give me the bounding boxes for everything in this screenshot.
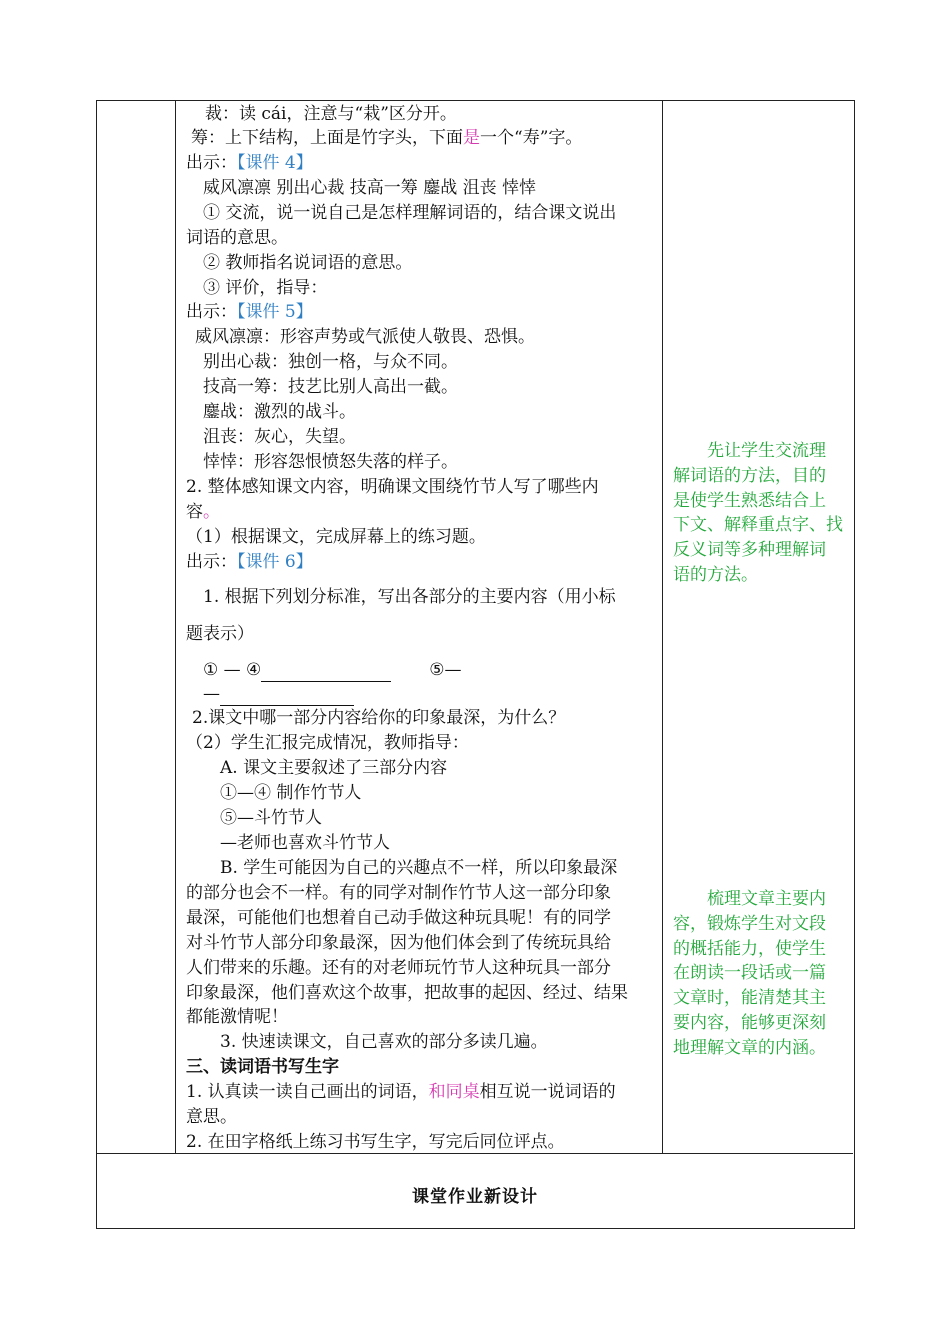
note-summary: 梳理文章主要内 容，锻炼学生对文段 的概括能力，使学生 在朗读一段话或一篇 文章时，能清楚其主 要内容，能够更深刻 地理解文章的内涵。 bbox=[673, 889, 826, 1058]
blank-underline bbox=[220, 689, 354, 706]
text-line: 技高一筹：技艺比别人高出一截。 bbox=[203, 377, 458, 397]
lesson-table bbox=[96, 100, 855, 1229]
text-line: 出示：【课件 6】 bbox=[186, 552, 313, 572]
text-line: ⑤—斗竹节人 bbox=[220, 808, 322, 828]
text-line: 出示：【课件 5】 bbox=[186, 302, 313, 322]
note-vocabulary: 先让学生交流理 解词语的方法，目的 是使学生熟悉结合上 下文、解释重点字、找 反义词等多种理解词 语的方法。 bbox=[673, 441, 843, 585]
text-line: 1. 根据下列划分标准，写出各部分的主要内容（用小标 bbox=[203, 587, 616, 607]
text-line: 对斗竹节人部分印象最深，因为他们体会到了传统玩具给 bbox=[186, 933, 611, 953]
text-line: 题表示） bbox=[186, 624, 254, 644]
text-line: 筹：上下结构，上面是竹字头，下面是一个“寿”字。 bbox=[191, 128, 583, 148]
text-line: 别出心裁：独创一格，与众不同。 bbox=[203, 352, 458, 372]
highlight-text: 和同桌 bbox=[428, 1082, 480, 1102]
text-line: 意思。 bbox=[186, 1107, 237, 1127]
courseware-link[interactable]: 【课件 5】 bbox=[237, 302, 313, 322]
main-content-cell bbox=[176, 101, 663, 1153]
left-column bbox=[97, 101, 176, 1153]
fill-blank-line: ① — ④ ⑤— bbox=[203, 660, 462, 680]
text-line: A. 课文主要叙述了三部分内容 bbox=[220, 758, 448, 778]
design-notes-cell bbox=[663, 101, 853, 1153]
text-line: 人们带来的乐趣。还有的对老师玩竹节人这种玩具一部分 bbox=[186, 958, 611, 978]
courseware-link[interactable]: 【课件 6】 bbox=[237, 552, 313, 572]
text-line: 悻悻：形容怨恨愤怒失落的样子。 bbox=[203, 452, 458, 472]
text-line: 都能激情呢！ bbox=[186, 1007, 288, 1027]
text-line: 威风凛凛：形容声势或气派使人敬畏、恐惧。 bbox=[195, 327, 535, 347]
text-line: ① 交流，说一说自己是怎样理解词语的，结合课文说出 bbox=[203, 203, 617, 223]
section-heading: 三、读词语书写生字 bbox=[186, 1057, 339, 1077]
text-line: 印象最深，他们喜欢这个故事，把故事的起因、经过、结果 bbox=[186, 983, 628, 1003]
text-line: 词语的意思。 bbox=[186, 228, 288, 248]
text-line: 鏖战：激烈的战斗。 bbox=[203, 402, 356, 422]
fill-blank-line: — bbox=[203, 682, 354, 706]
text-line: 3. 快速读课文，自己喜欢的部分多读几遍。 bbox=[220, 1032, 548, 1052]
text-line: （1）根据课文，完成屏幕上的练习题。 bbox=[186, 527, 486, 547]
homework-row bbox=[97, 1153, 853, 1227]
text-line: 容。 bbox=[186, 502, 220, 522]
text-line: 威风凛凛 别出心裁 技高一筹 鏖战 沮丧 悻悻 bbox=[203, 178, 537, 198]
blank-underline bbox=[261, 665, 391, 682]
text-line: B. 学生可能因为自己的兴趣点不一样，所以印象最深 bbox=[220, 858, 618, 878]
text-line: 2. 在田字格纸上练习书写生字，写完后同位评点。 bbox=[186, 1132, 565, 1152]
text-line: —老师也喜欢斗竹节人 bbox=[220, 833, 390, 853]
text-line: 出示：【课件 4】 bbox=[186, 153, 313, 173]
text-line: 最深，可能他们也想着自己动手做这种玩具呢！有的同学 bbox=[186, 908, 611, 928]
text-line: 1. 认真读一读自己画出的词语，和同桌相互说一说词语的 bbox=[186, 1082, 616, 1102]
text-line: ③ 评价，指导： bbox=[203, 278, 328, 298]
text-line: （2）学生汇报完成情况，教师指导： bbox=[186, 733, 469, 753]
text-line: 2. 整体感知课文内容，明确课文围绕竹节人写了哪些内 bbox=[186, 477, 599, 497]
text-line: 2.课文中哪一部分内容给你的印象最深，为什么？ bbox=[192, 708, 566, 728]
text-line: 的部分也会不一样。有的同学对制作竹节人这一部分印象 bbox=[186, 883, 611, 903]
homework-title: 课堂作业新设计 bbox=[412, 1187, 538, 1207]
highlight-text: 是 bbox=[463, 128, 480, 148]
text-line: 裁：读 cái，注意与“栽”区分开。 bbox=[205, 104, 457, 124]
courseware-link[interactable]: 【课件 4】 bbox=[237, 153, 313, 173]
text-line: ② 教师指名说词语的意思。 bbox=[203, 253, 413, 273]
text-line: ①—④ 制作竹节人 bbox=[220, 783, 362, 803]
text-line: 沮丧：灰心，失望。 bbox=[203, 427, 356, 447]
